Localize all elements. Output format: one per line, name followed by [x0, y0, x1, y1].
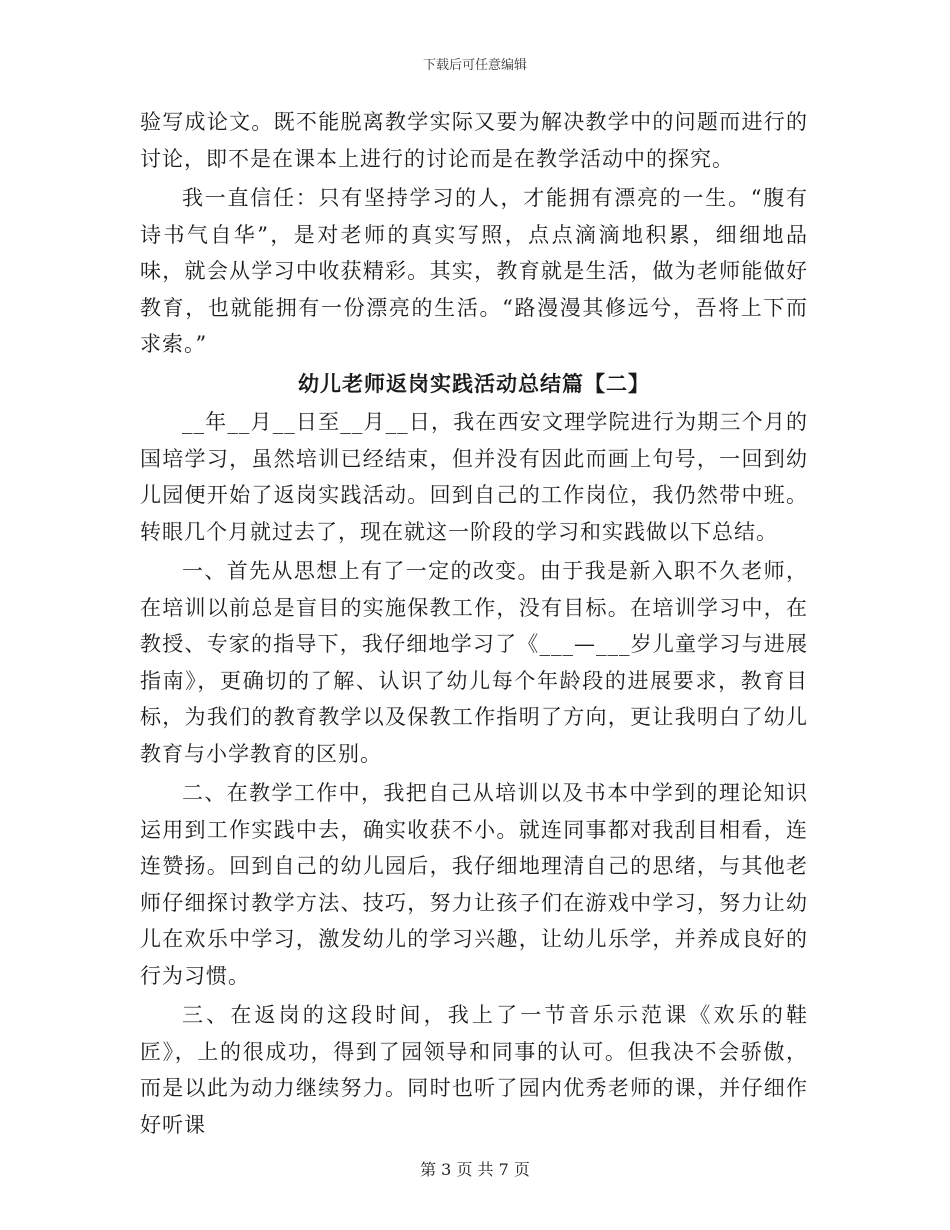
- page-number-footer: 第 3 页 共 7 页: [420, 1160, 530, 1179]
- paragraph-point-3: 三、在返岗的这段时间，我上了一节音乐示范课《欢乐的鞋匠》，上的很成功，得到了园领导和同事的认可。但我决不会骄傲，而是以此为动力继续努力。同时也听了园内优秀老师的课，并仔细作好听课: [140, 1003, 808, 1137]
- paragraph-intro: __年__月__日至__月__日，我在西安文理学院进行为期三个月的国培学习，虽然培训已经结束，但并没有因此而画上句号，一回到幼儿园便开始了返岗实践活动。回到自己的工作岗位，我仍然带中班。转眼几个月就过去了，现在就这一阶段的学习和实践做以下总结。: [140, 410, 808, 544]
- section-title: 幼儿老师返岗实践活动总结篇【二】: [298, 370, 650, 396]
- page-header: 下载后可任意编辑: [422, 58, 527, 73]
- paragraph-point-1: 一、首先从思想上有了一定的改变。由于我是新入职不久老师，在培训以前总是盲目的实施保教工作，没有目标。在培训学习中，在教授、专家的指导下，我仔细地学习了《___—___岁儿童学习与进展指南》，更确切的了解、认识了幼儿每个年龄段的进展要求，教育目标，为我们的教育教学以及保教工作指明了方向，更让我明白了幼儿教育与小学教育的区别。: [140, 559, 808, 766]
- paragraph-point-2: 二、在教学工作中，我把自己从培训以及书本中学到的理论知识运用到工作实践中去，确实收获不小。就连同事都对我刮目相看，连连赞扬。回到自己的幼儿园后，我仔细地理清自己的思绪，与其他老师仔细探讨教学方法、技巧，努力让孩子们在游戏中学习，努力让幼儿在欢乐中学习，激发幼儿的学习兴趣，让幼儿乐学，并养成良好的行为习惯。: [140, 781, 808, 988]
- paragraph-belief: 我一直信任：只有坚持学习的人，才能拥有漂亮的一生。“腹有诗书气自华”，是对老师的真实写照，点点滴滴地积累，细细地品味，就会从学习中收获精彩。其实，教育就是生活，做为老师能做好教育，也就能拥有一份漂亮的生活。“路漫漫其修远兮，吾将上下而求索。”: [140, 186, 808, 356]
- document-body: [140, 104, 808, 1143]
- paragraph-continuation: 验写成论文。既不能脱离教学实际又要为解决教学中的问题而进行的讨论，即不是在课本上进行的讨论而是在教学活动中的探究。: [140, 110, 808, 171]
